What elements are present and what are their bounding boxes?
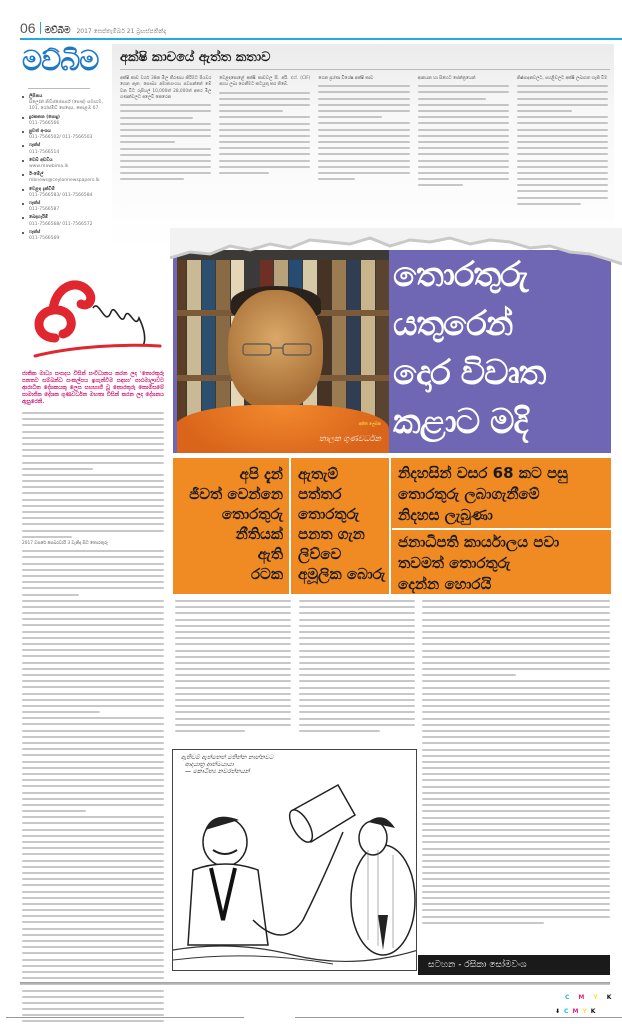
arrow-down-icon: ⬇ [555,1008,561,1015]
quote-divider [392,528,611,530]
article-column: ආනයන හා සිහෙට ජෙන්ත්‍රයෙන් [418,76,509,226]
contact-item-email[interactable]: ඊ-මේල් mbnews@ceylonnewspapers.lk [22,172,110,184]
masthead-divider [28,88,90,89]
author-photo [173,250,389,453]
editorial-cartoon [172,749,417,971]
contact-item: ෆැක්ස් 011-7566569 [22,230,110,242]
feature-body-column-2 [175,600,415,736]
contact-item: ලිපිනය සිලෝන් නිව්ස්පේපර්ස් (පෞද්) සමාගම, 101, රෝස්මිඩ් පෙදෙස, කොළඹ 07. [22,94,110,113]
svg-text:නිදහස: නිදහස [15,268,18,269]
cmyk-registration-top: C M Y K [565,994,612,1001]
pull-quote-middle: ඇතැම් පත්තර තොරතුරු පනත ගැන ලිව්වෙ අමූලික බොරු [298,465,386,583]
header-divider [40,22,41,34]
contact-list [22,94,110,244]
top-article-headline: අක්ෂි කාචයේ ඇත්ත කතාව [120,50,271,65]
headline-divider [120,69,610,70]
trim-line [6,1017,244,1018]
article-column: වෙළඳපොළේ අක්ෂි කාචවල සී. අයි. එෆ්. (CIF) අගය ලබා ගෙනීමට කටයුතු කර තිබේ. [219,76,310,226]
contact-item: ෆැක්ස් 011-7566587 [22,201,110,213]
feature-headline-line: තොරතුරු [393,255,528,295]
purple-edge [173,250,177,453]
byline: අනිත ලේඛක තාලක ගුණවර්ධන [319,421,381,443]
header-date: 2017 සෙප්තැම්බර් 21 බ්‍රහස්පතින්දා [76,28,167,35]
feature-headline-line: කළාට මදි [393,402,528,442]
contact-item: දුරකතන (පොදු) 011-7566566 [22,115,110,127]
contact-item: පුවත් අංශය 011-7566502/ 011-7566503 [22,129,110,141]
pull-quote-left: අපි දැන් ජීවත් වෙන්නෙ තොරතුරු නීතියක් ඇති රටක [189,465,283,583]
quote-divider [289,458,291,594]
feature-headline-line: යතුරෙන් [393,304,513,344]
quote-divider [389,458,391,594]
feature-body-column-1 [22,412,164,1024]
masthead-logo: මව්බිම [22,44,99,77]
pull-quote-right-bottom: ජනාධිපති කාර්යාලය පවා තවමත් තොරතුරු දෙන්න හොරයි [398,533,560,593]
header-brand: මව්බිම [44,26,71,36]
glasses-icon [241,342,313,356]
contact-item: බෙදාහැරීම් 011-7566568/ 011-7566572 [22,215,110,227]
torn-paper-edge [170,228,622,268]
footer-rule [20,982,610,985]
feature-dateline: 2017 වසරේ පෙබරවාරි 3 වැනිදා සිට තොරතුරු [22,540,108,546]
page-header [20,18,622,40]
top-article-body [120,76,608,226]
contact-item: වෙළඳ දැන්වීම් 011-7566583/ 011-7566584 [22,187,110,199]
feature-body-column-3 [422,600,610,928]
cartoon-caption: ඇතිවම් ඇත්තෙත් මතින්න නාහ්නවට ආදායාත්‍ර ආත්මයායා — කොටිත්‍ය නවරත්නයන් [181,754,274,775]
contact-item-website[interactable]: වෙබ් අඩවිය www.mawbima.lk [22,158,110,170]
nidasa-column-logo [15,268,165,368]
pull-quote-right-top: නිදහසින් වසර 68 කට පසු තොරතුරු ලබාගැනීමේ නිදහස ලැබුණා [398,464,568,524]
article-column: අක්ෂි කාච වර්ග 38ක මිල තීරණය කිරීමට පියවර ගෙන ඇත. සෞඛ්‍ය අමාත්‍යාංශය පවසන්නේ මේ වන විට රුපියල් 10,000ත් 28,000ත් අතර මිල ගණන්වලට අලෙවි කෙරෙන [120,76,211,226]
cmyk-registration-bottom: ⬇ C M Y K [555,1008,596,1015]
feature-intro: ජාතික මාධ්‍ය සංසදය විසින් සංවිධානය කරන ලද 'තොරතුරු පනතට සම්බන්ධ සංකල්පය ඉගැන්වීම සඳහා' පාඨමාලාවට ආරාධිත දේශකයකු ලෙස සහභාගි වූ තොරතුරු කොමිසමේ සාමාජික දේශක ගුණවර්ධන මහතා විසින් කරන ලද දේශනය ඇසුරෙනි. [22,371,164,405]
article-column: නිෂ්පාදනවලට, පහළිවලට අක්ෂි ලබාගත හැකි වීම [517,76,608,226]
article-column: ගෙන ප්‍රශ්ණ විශේෂ අක්ෂි කාච [318,76,409,226]
feature-headline-line: දොර විවෘත [393,353,546,393]
cartoon-credit: සටහන - රසිකා සෝමවංශ [418,955,610,975]
page-number: 06 [20,20,36,36]
trim-line [295,1017,622,1018]
contact-item: ෆැක්ස් 011-7566514 [22,143,110,155]
cartoon-drawing [173,750,417,971]
